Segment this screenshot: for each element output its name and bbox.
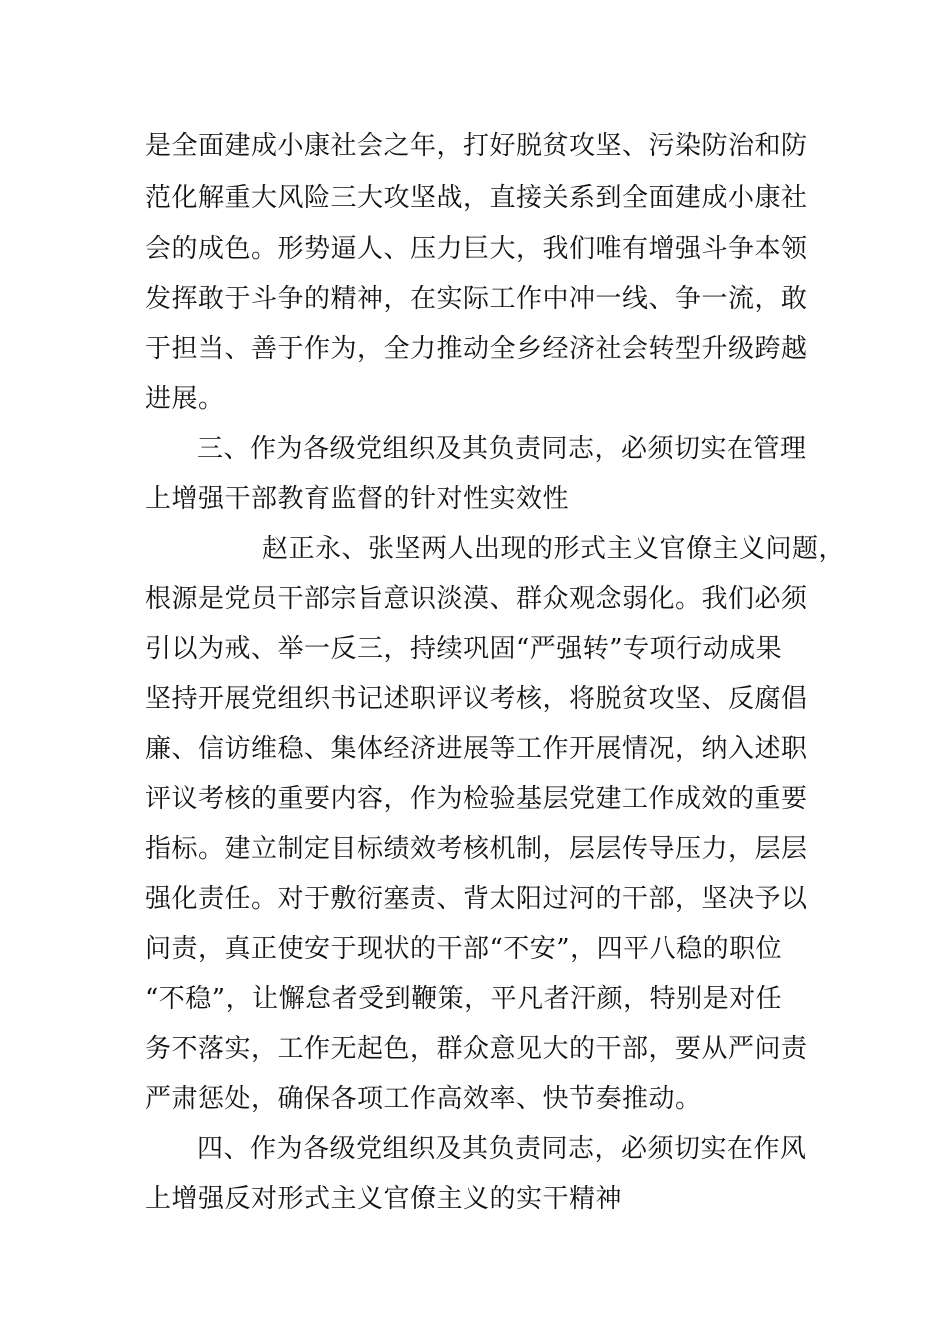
text-line: 范化解重大风险三大攻坚战，直接关系到全面建成小康社 xyxy=(145,183,808,213)
text-line: 发挥敢于斗争的精神，在实际工作中冲一线、争一流，敢 xyxy=(145,284,808,314)
text-line: 会的成色。形势逼人、压力巨大，我们唯有增强斗争本领 xyxy=(145,234,808,264)
text-line: 强化责任。对于敷衍塞责、背太阳过河的干部，坚决予以 xyxy=(145,884,808,914)
section-heading: 四、作为各级党组织及其负责同志，必须切实在作风 xyxy=(197,1134,807,1164)
text-line: 坚持开展党组织书记述职评议考核，将脱贫攻坚、反腐倡 xyxy=(145,684,808,714)
text-line: 廉、信访维稳、集体经济进展等工作开展情况，纳入述职 xyxy=(145,734,808,764)
text-line: 于担当、善于作为，全力推动全乡经济社会转型升级跨越 xyxy=(145,334,808,364)
text-line: 进展。 xyxy=(145,384,225,414)
section-heading-continued: 上增强反对形式主义官僚主义的实干精神 xyxy=(145,1184,623,1214)
text-line: “不稳”，让懈怠者受到鞭策，平凡者汗颜，特别是对任 xyxy=(145,984,783,1014)
section-heading: 三、作为各级党组织及其负责同志，必须切实在管理 xyxy=(197,434,807,464)
text-line: 根源是党员干部宗旨意识淡漠、群众观念弱化。我们必须 xyxy=(145,584,808,614)
text-line: 严肃惩处，确保各项工作高效率、快节奏推动。 xyxy=(145,1084,702,1114)
section-heading-continued: 上增强干部教育监督的针对性实效性 xyxy=(145,484,570,514)
text-line: 评议考核的重要内容，作为检验基层党建工作成效的重要 xyxy=(145,784,808,814)
text-line: 问责，真正使安于现状的干部“不安”，四平八稳的职位 xyxy=(145,934,783,964)
text-line: 是全面建成小康社会之年，打好脱贫攻坚、污染防治和防 xyxy=(145,131,808,161)
text-line: 指标。建立制定目标绩效考核机制，层层传导压力，层层 xyxy=(145,834,808,864)
text-line: 务不落实，工作无起色，群众意见大的干部，要从严问责 xyxy=(145,1034,808,1064)
text-line: 引以为戒、举一反三，持续巩固“严强转”专项行动成果 xyxy=(145,634,783,664)
paragraph-start: 赵正永、张坚两人出现的形式主义官僚主义问题， xyxy=(262,534,846,564)
